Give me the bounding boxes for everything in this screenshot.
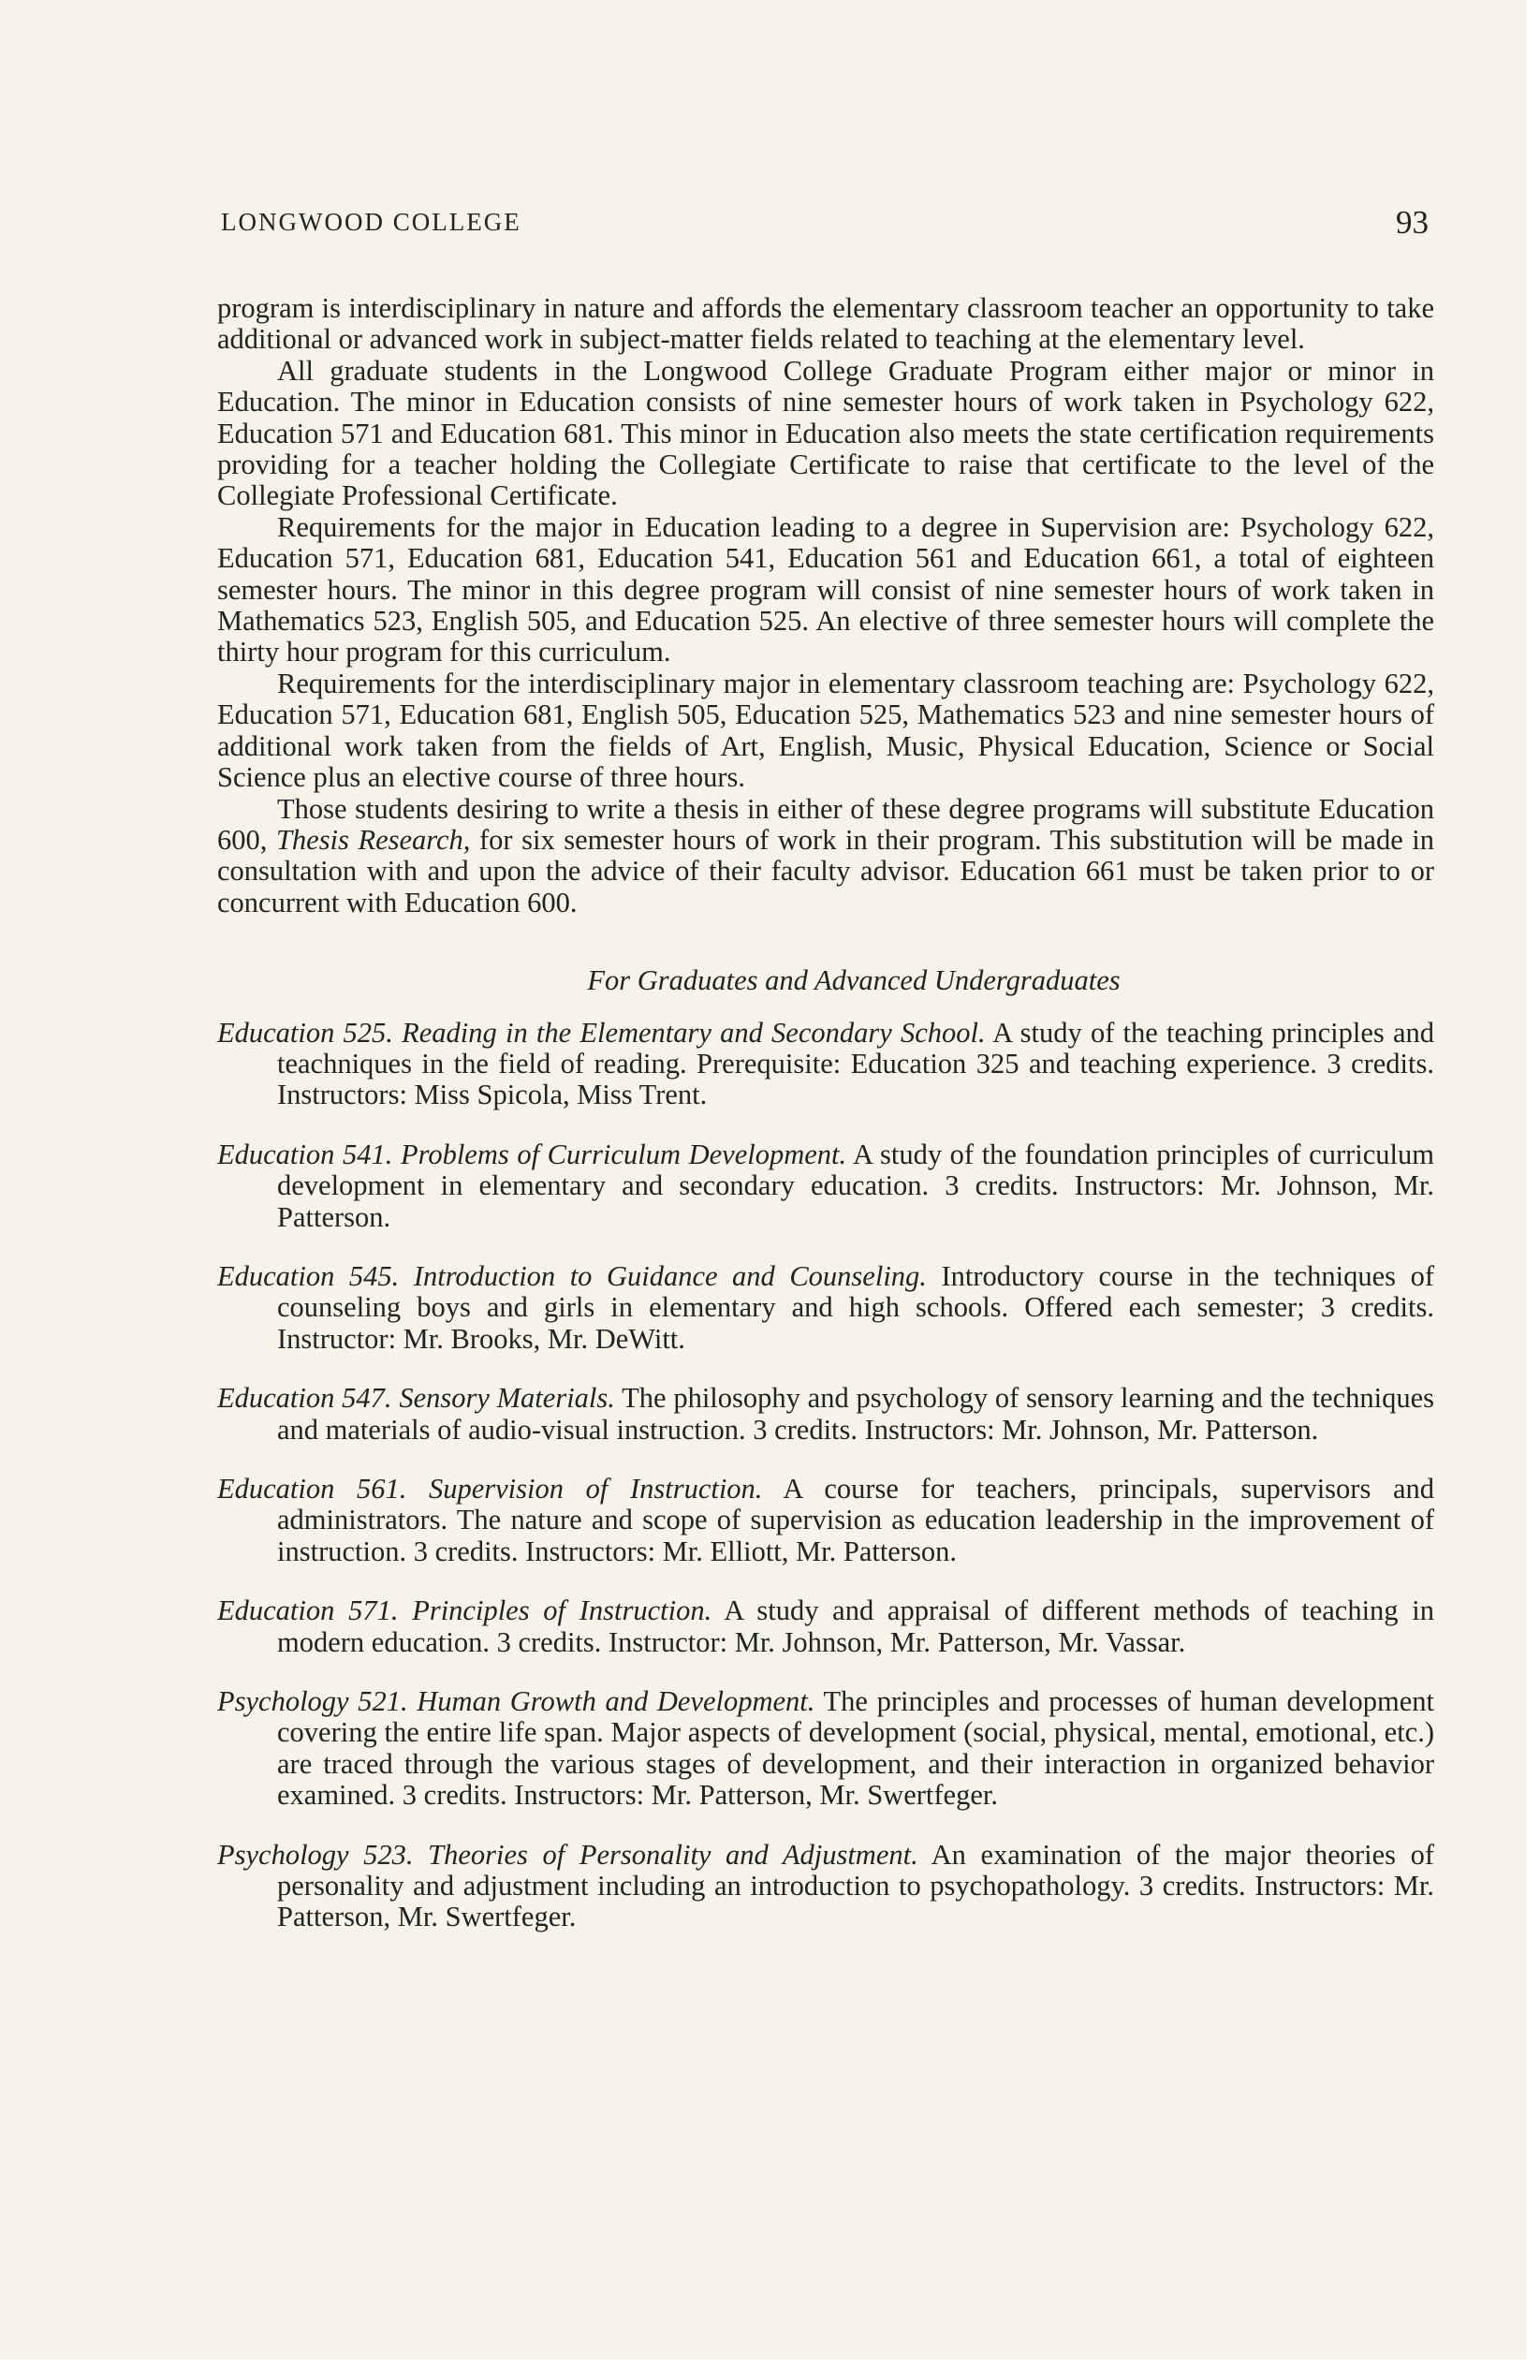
course-title: Supervision of Instruction. (428, 1473, 763, 1505)
course-number: Education 571. (217, 1594, 399, 1627)
course-description: A study of the foundation principles of curriculum development in elementary and secondary education. 3 credits. Instructors: Mr. Johnson, Mr. Patterson. (277, 1138, 1434, 1233)
course-title: Reading in the Elementary and Secondary School. (402, 1016, 986, 1049)
course-number: Education 547. (217, 1382, 392, 1415)
thesis-title: Thesis Research, (275, 823, 471, 856)
course-entry (217, 1139, 1434, 1233)
section-title: For Graduates and Advanced Undergraduates (587, 964, 1121, 997)
course-entry (217, 1383, 1434, 1446)
course-title: Human Growth and Development. (417, 1685, 815, 1718)
paragraph: All graduate students in the Longwood College Graduate Program either major or minor in Education. The minor in Education consists of nine semester hours of work taken in Psychology 622, Education 571 and Education 681. This minor in Education also meets the state certification requirements providing for a teacher holding the Collegiate Certificate to raise that certificate to the level of the Collegiate Professional Certificate. (217, 354, 1434, 512)
paragraph: Requirements for the interdisciplinary major in elementary classroom teaching are: Psychology 622, Education 571, Education 681, English 505, Education 525, Mathematics 523 and nine semester hours of additional work taken from the fields of Art, English, Music, Physical Education, Science or Social Science plus an elective course of three hours. (217, 667, 1434, 794)
course-description: The principles and processes of human development covering the entire life span. Major aspects of development (social, physical, mental, emotional, etc.) are traced through the various stages of development, and their interaction in organized behavior examined. 3 credits. Instructors: Mr. Patterson, Mr. Swertfeger. (277, 1685, 1434, 1812)
course-title: Sensory Materials. (399, 1382, 615, 1415)
course-number: Education 545. (217, 1259, 400, 1292)
course-description: An examination of the major theories of personality and adjustment including an introduction to psychopathology. 3 credits. Instructors: Mr. Patterson, Mr. Swertfeger. (277, 1838, 1434, 1933)
paragraph-text: for six semester hours of work in their program. This substitution will be made in consultation with and upon the advice of their faculty advisor. Education 661 must be taken prior to or concurrent with Education 600. (217, 823, 1435, 918)
course-title: Introduction to Guidance and Counseling. (413, 1259, 927, 1292)
course-description: A course for teachers, principals, supervisors and administrators. The nature and scope of supervision as education leadership in the improvement of instruction. 3 credits. Instructors: Mr. Elliott, Mr. Patterson. (277, 1473, 1434, 1567)
course-title: Principles of Instruction. (412, 1594, 712, 1627)
paragraph: Requirements for the major in Education leading to a degree in Supervision are: Psychology 622, Education 571, Education 681, Education 541, Education 561 and Education 661, a total of eighteen semester hours. The minor in this degree program will consist of nine semester hours of work taken in Mathematics 523, English 505, and Education 525. An elective of three semester hours will complete the thirty hour program for this curriculum. (217, 510, 1434, 668)
course-entry (217, 1595, 1434, 1658)
paragraph-text: Those students desiring to write a thesis in either of these degree programs will substitute Education 600, (217, 792, 1434, 856)
course-entry (217, 1840, 1434, 1933)
course-number: Psychology 523. (217, 1838, 414, 1871)
course-description: The philosophy and psychology of sensory learning and the techniques and materials of audio-visual instruction. 3 credits. Instructors: Mr. Johnson, Mr. Patterson. (277, 1382, 1435, 1446)
college-name: LONGWOOD COLLEGE (221, 208, 521, 236)
course-description: A study of the teaching principles and teachniques in the field of reading. Prerequisite: Education 325 and teaching experience. 3 credits. Instructors: Miss Spicola, Miss Trent. (277, 1016, 1434, 1111)
course-title: Problems of Curriculum Development. (400, 1138, 847, 1170)
course-description: Introductory course in the techniques of counseling boys and girls in elementary and high schools. Offered each semester; 3 credits. Instructor: Mr. Brooks, Mr. DeWitt. (277, 1259, 1434, 1355)
course-number: Education 525. (217, 1016, 393, 1049)
page-header (221, 204, 1429, 242)
course-number: Education 561. (217, 1473, 407, 1505)
course-description: A study and appraisal of different methods of teaching in modern education. 3 credits. Instructor: Mr. Johnson, Mr. Patterson, Mr. Vassar. (277, 1594, 1435, 1658)
page-number: 93 (1396, 204, 1429, 241)
course-entry (217, 1474, 1434, 1567)
course-entry (217, 1018, 1434, 1111)
course-number: Psychology 521. (217, 1685, 408, 1718)
page-body (217, 293, 1434, 1961)
course-number: Education 541. (217, 1138, 393, 1170)
paragraph: program is interdisciplinary in nature and affords the elementary classroom teacher an opportunity to take additional or advanced work in subject-matter fields related to teaching at the elementary level. (217, 292, 1434, 356)
thesis-paragraph (217, 794, 1434, 919)
course-title: Theories of Personality and Adjustment. (428, 1838, 918, 1871)
course-entry (217, 1686, 1434, 1812)
course-entry (217, 1261, 1434, 1355)
